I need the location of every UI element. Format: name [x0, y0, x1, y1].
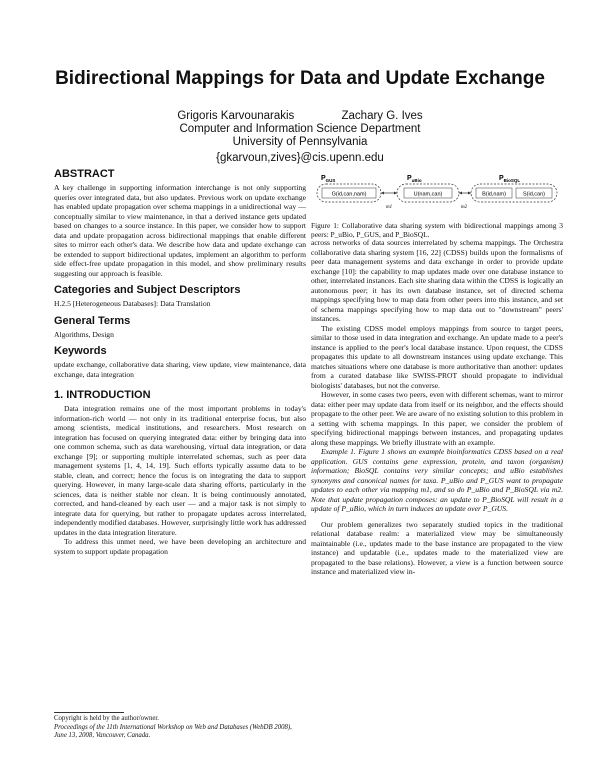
figure-1 [311, 170, 563, 238]
author-email: {gkarvoun,zives}@cis.upenn.edu [216, 152, 384, 164]
body-paragraph: However, in some cases two peers, even with different schemas, want to mirror data: either peer may update data from itself or its neighbor, and the effects should propagate to the other peer. We are aware of no existing solution to this problem in a setting with schema mappings. In this paper, we consider the problem of specifying bidirectional mappings between instances, and propagating updates along these mappings. We briefly illustrate with an example. [311, 390, 563, 447]
affiliation-dept: Computer and Information Science Department [179, 123, 421, 135]
copyright-line: Copyright is held by the author/owner. [54, 715, 159, 722]
abstract-text: A key challenge in supporting information interchange is not only supporting queries over integrated data, but also updates. Previous work on update exchange has enabled update propagation over schema mappings in a unidirectional way — conceptually similar to view maintenance, in that a derived instance gets updated based on changes to a source instance. In this paper, we consider how to support data and update propagation across bidirectional mappings that enable different sites to mirror each other's data. We describe how data and update exchange can be extended to support bidirectional updates, implement an algorithm to perform side effect-free update propagation in this model, and show preliminary results suggesting our approach is feasible. [54, 183, 306, 278]
relation-label: U(nam,can) [413, 191, 443, 198]
paper-title: Bidirectional Mappings for Data and Update Exchange [55, 68, 545, 89]
terms-heading: General Terms [54, 314, 131, 327]
author-name: Zachary G. Ives [341, 110, 423, 122]
proceedings-line: Proceedings of the 11th International Workshop on Web and Databases (WebDB 2008), June 13, 2008, Vancouver, Canada. [54, 723, 292, 740]
peer-diagram [311, 170, 563, 214]
affiliation-univ: University of Pennsylvania [232, 136, 368, 148]
abstract-heading: ABSTRACT [54, 168, 115, 180]
peer-label: $P_{BioSQL}$ [499, 175, 521, 183]
intro-paragraph: Data integration remains one of the most important problems in today's information-rich world — not only in its traditional enterprise focus, but also among scientists, medical institutions, and researchers. Most research on integration has focused on querying integrated data: either by bringing data into one common schema, such as data warehousing, virtual data integration, or data exchange [9]; or supporting multiple interrelated schemas, such as peer data management systems [1, 4, 14, 19]. Such efforts typically assume data to be stable, clean, and correct; hence the focus is on integrating the data to support querying. However, in many large-scale data sharing efforts, particularly in the sciences, data is neither stable nor clean. It is being continuously annotated, corrected, and hand-cleaned by each user — and a major task is not simply to integrate data for querying, but rather to propagate updates across interrelated, independently modified databases. However, surprisingly little work has addressed updates in the data integration literature. [54, 404, 306, 537]
intro-paragraph: To address this unmet need, we have been developing an architecture and system to support update propagation [54, 537, 306, 556]
terms-text: Algorithms, Design [54, 329, 114, 339]
author-name: Grigoris Karvounarakis [177, 110, 295, 122]
peer-label: $P_{uBio}$ [407, 175, 422, 183]
right-column [311, 238, 563, 577]
keywords-heading: Keywords [54, 345, 107, 357]
keywords-text: update exchange, collaborative data sharing, view update, view maintenance, data exchange, data integration [54, 360, 306, 379]
left-column [54, 168, 306, 556]
example-paragraph: Example 1. Figure 1 shows an example bioinformatics CDSS based on a real application. GUS contains gene expression, protein, and taxon (organism) information; BioSQL contains very similar concepts; and uBio establishes synonyms and canonical names for taxa. P_uBio and P_GUS want to propagate updates to each other via mapping m1, and so do P_uBio and P_BioSQL via m2. Note that update propagation composes: an update to P_BioSQL will result in a update of P_uBio, which in turn induces an update over P_GUS. [311, 447, 563, 513]
peer-label: $P_{GUS}$ [321, 175, 336, 183]
relation-label: S(id,can) [522, 191, 546, 198]
body-paragraph: across networks of data sources interrelated by schema mappings. The Orchestra collaborative data sharing system [16, 22] (CDSS) builds upon the formalisms of peer data management systems and data exchange in order to provide update exchange [10]: the capability to map updates made over one database instance to other, interrelated instances. Each site sharing data within the CDSS is logically an autonomous peer; it has its own database instance, set of directed schema mappings specifying how to map data from other peers into this instance, and set of schema mappings specifying how to map data out to "downstream" peers' instances. [311, 238, 563, 323]
categories-text: H.2.5 [Heterogeneous Databases]: Data Translation [54, 299, 211, 308]
intro-heading: 1. INTRODUCTION [54, 389, 151, 401]
mapping-label: m1 [386, 205, 393, 210]
footnote-rule [54, 712, 124, 713]
copyright-footnote [54, 712, 306, 741]
author-block [0, 110, 600, 165]
mapping-label: m2 [461, 205, 468, 210]
categories-heading: Categories and Subject Descriptors [54, 284, 241, 296]
body-paragraph: The existing CDSS model employs mappings from source to target peers, similar to those used in data integration and exchange. An update made to a peer's instance is applied to the peer's local database instance. Upon request, the CDSS propagates this update to all downstream instances using update exchange. This matches situations where one database is more authoritative than another: updates from a curated database like SWISS-PROT should propagate to individual biologists' databases, but not the converse. [311, 323, 563, 390]
relation-label: B(id,nam) [482, 191, 506, 198]
figure-caption: Figure 1: Collaborative data sharing system with bidirectional mappings among 3 peers: P_uBio, P_GUS, and P_BioSQL. [311, 221, 563, 239]
body-paragraph: Our problem generalizes two separately studied topics in the traditional relational database realm: a materialized view may be simultaneously maintainable (i.e., updates made to the base instance are propagated to the view instance) and updatable (i.e., updates made to the materialized view are propagated to the base relations). However, a view is a function between source instance and materialized view in- [311, 519, 563, 576]
relation-label: G(id,can,nam) [331, 191, 367, 198]
